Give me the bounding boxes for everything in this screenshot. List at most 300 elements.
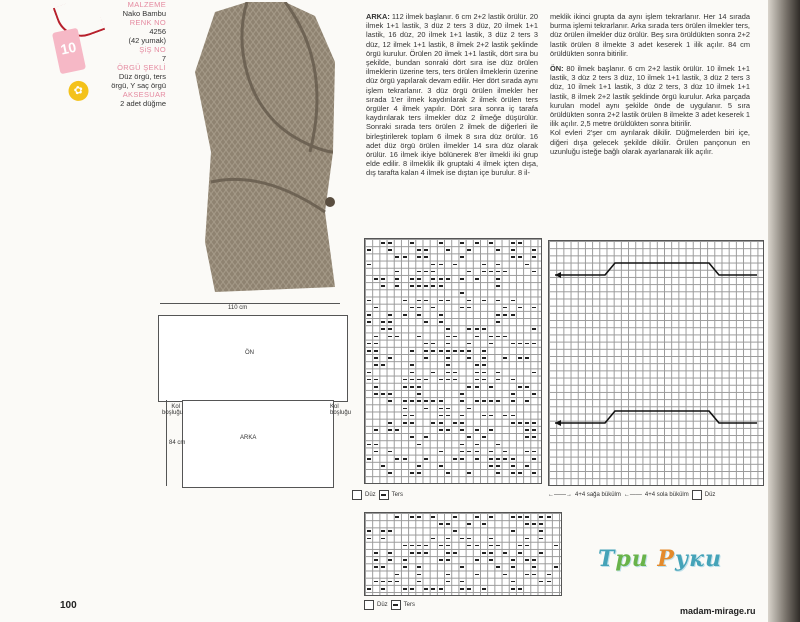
purl-mark <box>453 422 457 424</box>
purl-mark <box>518 256 522 258</box>
purl-mark <box>511 300 515 302</box>
purl-mark <box>417 249 421 251</box>
purl-mark <box>554 545 558 547</box>
purl-mark <box>388 336 392 338</box>
purl-mark <box>525 465 529 467</box>
assembly-body: Kol evleri 2'şer cm ayrılarak dikilir. Düğmelerden biri içe, diğeri dışa gelecek şekilde dikilir. Örülen pançonun en uzunluğu isteğe bağlı olarak ayarlanarak ilik açılır. <box>550 128 750 156</box>
stitch-value-1: Düz örgü, ters <box>118 72 166 81</box>
purl-mark <box>532 343 536 345</box>
purl-mark <box>496 321 500 323</box>
purl-mark <box>395 581 399 583</box>
purl-mark <box>424 321 428 323</box>
purl-mark <box>467 249 471 251</box>
purl-mark <box>446 552 450 554</box>
purl-mark <box>503 307 507 309</box>
chart1-legend: Düz Ters <box>352 490 403 500</box>
purl-mark <box>424 588 428 590</box>
purl-mark <box>410 400 414 402</box>
purl-mark <box>525 545 529 547</box>
purl-mark <box>439 321 443 323</box>
purl-mark <box>475 364 479 366</box>
purl-mark <box>482 552 486 554</box>
purl-mark <box>547 516 551 518</box>
purl-mark <box>439 242 443 244</box>
purl-mark <box>460 292 464 294</box>
purl-mark <box>424 357 428 359</box>
purl-mark <box>503 314 507 316</box>
purl-mark <box>460 307 464 309</box>
purl-mark <box>460 278 464 280</box>
purl-mark <box>446 429 450 431</box>
purl-mark <box>381 285 385 287</box>
purl-mark <box>374 386 378 388</box>
purl-mark <box>395 285 399 287</box>
purl-mark <box>475 372 479 374</box>
purl-mark <box>374 444 378 446</box>
purl-mark <box>367 379 371 381</box>
purl-mark <box>511 465 515 467</box>
purl-mark <box>475 545 479 547</box>
purl-mark <box>518 386 522 388</box>
material-heading: MALZEME <box>127 0 166 9</box>
purl-mark <box>539 523 543 525</box>
purl-mark <box>388 422 392 424</box>
purl-mark <box>475 379 479 381</box>
purl-mark <box>417 285 421 287</box>
purl-mark <box>482 328 486 330</box>
purl-mark <box>467 343 471 345</box>
front-stitch-chart <box>364 512 562 596</box>
purl-mark <box>496 379 500 381</box>
purl-mark <box>525 436 529 438</box>
purl-mark <box>525 429 529 431</box>
purl-mark <box>431 307 435 309</box>
purl-mark <box>496 444 500 446</box>
purl-mark <box>482 357 486 359</box>
materials-list <box>90 0 166 108</box>
purl-mark <box>403 566 407 568</box>
purl-mark <box>489 242 493 244</box>
purl-mark <box>446 278 450 280</box>
purl-mark <box>403 300 407 302</box>
tag-number: 10 <box>59 38 78 58</box>
purl-mark <box>424 285 428 287</box>
back-body-continued: meklik ikinci grupta da aynı işlem tekrarlanır. Her 14 sırada burma işlemi tekrarlanır. Arka sırada ters örülen ilmekler ters, düz örülen ilmekler düz örülür. Beş sıra örüldükten sonra 2+2 lastik örülen 8 ilmekte 3 adet keserek 1 ilik açılır. 84 cm örüldükten sonra bitirilir. <box>550 12 750 58</box>
purl-mark <box>367 249 371 251</box>
purl-mark <box>446 523 450 525</box>
purl-mark <box>381 278 385 280</box>
purl-mark <box>496 336 500 338</box>
purl-mark <box>417 386 421 388</box>
purl-mark <box>367 300 371 302</box>
purl-mark <box>417 444 421 446</box>
purl-mark <box>453 336 457 338</box>
front-instructions <box>550 12 750 156</box>
purl-mark <box>475 336 479 338</box>
purl-mark <box>446 249 450 251</box>
purl-mark <box>482 264 486 266</box>
site-watermark: madam-mirage.ru <box>680 606 756 616</box>
purl-mark <box>511 314 515 316</box>
purl-mark <box>410 278 414 280</box>
purl-mark <box>388 242 392 244</box>
purl-mark <box>431 264 435 266</box>
purl-mark <box>439 300 443 302</box>
purl-mark <box>403 458 407 460</box>
purl-mark <box>424 545 428 547</box>
purl-mark <box>496 285 500 287</box>
purl-mark <box>395 336 399 338</box>
purl-mark <box>453 264 457 266</box>
watermark-logo: Три Руки <box>598 546 723 572</box>
purl-mark <box>403 545 407 547</box>
schematic-armhole-right: Kol boşluğu <box>330 404 352 416</box>
purl-mark <box>482 364 486 366</box>
purl-mark <box>460 400 464 402</box>
purl-mark <box>431 400 435 402</box>
purl-mark <box>410 285 414 287</box>
purl-mark <box>388 393 392 395</box>
purl-mark <box>532 451 536 453</box>
purl-mark <box>388 429 392 431</box>
front-title: ÖN: <box>550 64 564 74</box>
purl-mark <box>446 336 450 338</box>
purl-mark <box>482 350 486 352</box>
purl-mark <box>475 516 479 518</box>
purl-mark <box>381 581 385 583</box>
purl-mark <box>460 538 464 540</box>
purl-mark <box>460 444 464 446</box>
purl-mark <box>511 516 515 518</box>
purl-mark <box>518 516 522 518</box>
purl-mark <box>410 307 414 309</box>
purl-mark <box>467 307 471 309</box>
purl-mark <box>532 523 536 525</box>
purl-mark <box>446 357 450 359</box>
purl-mark <box>395 574 399 576</box>
purl-mark <box>511 393 515 395</box>
needle-value: 7 <box>161 54 166 63</box>
purl-mark <box>410 364 414 366</box>
cable-chart <box>548 240 764 486</box>
purl-mark <box>467 588 471 590</box>
purl-mark <box>446 328 450 330</box>
purl-mark <box>453 379 457 381</box>
purl-mark <box>525 386 529 388</box>
amount-value: (42 yumak) <box>128 36 166 45</box>
purl-mark <box>496 465 500 467</box>
purl-mark <box>511 379 515 381</box>
purl-mark <box>388 328 392 330</box>
purl-mark <box>547 574 551 576</box>
purl-mark <box>496 314 500 316</box>
purl-mark <box>410 350 414 352</box>
purl-mark <box>374 307 378 309</box>
purl-mark <box>489 545 493 547</box>
purl-mark <box>431 278 435 280</box>
purl-mark <box>446 581 450 583</box>
purl-mark <box>374 343 378 345</box>
purl-mark <box>518 552 522 554</box>
purl-mark <box>489 451 493 453</box>
purl-mark <box>489 552 493 554</box>
purl-mark <box>532 429 536 431</box>
purl-mark <box>496 400 500 402</box>
purl-mark <box>424 256 428 258</box>
purl-mark <box>410 545 414 547</box>
purl-mark <box>439 278 443 280</box>
purl-mark <box>388 400 392 402</box>
purl-mark <box>518 422 522 424</box>
purl-mark <box>496 264 500 266</box>
purl-mark <box>424 300 428 302</box>
purl-mark <box>511 472 515 474</box>
stitch-heading: ÖRGÜ ŞEKLİ <box>117 63 166 72</box>
purl-mark <box>395 516 399 518</box>
schematic-width-label: 110 cm <box>228 305 248 311</box>
purl-mark <box>489 516 493 518</box>
purl-mark <box>439 588 443 590</box>
purl-mark <box>374 451 378 453</box>
purl-mark <box>475 278 479 280</box>
purl-mark <box>539 552 543 554</box>
purl-mark <box>482 588 486 590</box>
purl-mark <box>489 271 493 273</box>
purl-mark <box>439 523 443 525</box>
purl-mark <box>446 350 450 352</box>
purl-mark <box>489 429 493 431</box>
purl-mark <box>453 458 457 460</box>
purl-mark <box>388 321 392 323</box>
chart3-legend: ←——→ 4+4 sağa bükülm ←—— 4+4 sola bükülm Düz <box>548 492 716 498</box>
purl-mark <box>374 364 378 366</box>
purl-mark <box>460 458 464 460</box>
purl-mark <box>403 422 407 424</box>
purl-mark <box>431 422 435 424</box>
purl-mark <box>525 400 529 402</box>
purl-mark <box>374 350 378 352</box>
purl-mark <box>417 379 421 381</box>
purl-mark <box>503 357 507 359</box>
back-body: 112 ilmek başlanır. 6 cm 2+2 lastik örülür. 20 ilmek 1+1 lastik, 3 düz 2 ters 3 düz, 20 ilmek 1+1 lastik, 16 düz, 20 ilmek 1+1 lastik, 3 düz 2 ters 3 düz, 12 ilmek 1+1 lastik, 8 ilmek 2+2 lastik şeklinde örgü kurulur. Örülen 20 ilmek 1+1 lastik, dört sıra bu şekilde, bundan sonraki dört sıra ise düz örülen ilmeklerin üzerine ters, ters örülen ilmeklerin üzerine düz örgü yapılarak devam edilir. Her dört sırada aynı işlem tekrarlanır. 3 düz örgü örülen ilmekler her sırada 1'er ilmek kaydırılarak 2 ilmek örülen ters örgüler 4 ilmek yapılır. Dört sıra sonra iç tarafa kaydırılarak ters ilmekler düz 2 ilmeğe düşürülür. Sonraki sırada ters örülen 2 ilmek de diğerleri ile birleştirilerek toplam 6 ilmek 8 sıra düz örülür. 16 adet düz örgü örülen ilmekler 14 sıra düz olarak örülür. 16 ilmek ikiye bölünerek 8'er ilmekli iki grup elde edilir. 8 ilmeklik ilk gruptaki 4 ilmek içten dışa, dış tarafta kalan 4 ilmek ise dıştan içe burulur. 8 il- <box>366 12 538 178</box>
purl-mark <box>446 415 450 417</box>
purl-mark <box>489 559 493 561</box>
purl-mark <box>489 386 493 388</box>
purl-mark <box>525 343 529 345</box>
purl-mark <box>381 321 385 323</box>
schematic-front-label: ÖN <box>245 350 254 356</box>
purl-mark <box>424 400 428 402</box>
purl-mark <box>467 472 471 474</box>
purl-mark <box>374 429 378 431</box>
back-stitch-chart <box>364 238 542 484</box>
schematic-height-label: 84 cm <box>169 440 186 446</box>
cable-crossing-lines <box>549 241 763 485</box>
purl-mark <box>489 458 493 460</box>
purl-mark <box>367 314 371 316</box>
purl-mark <box>532 307 536 309</box>
purl-mark <box>475 559 479 561</box>
purl-mark <box>403 415 407 417</box>
purl-mark <box>518 343 522 345</box>
purl-mark <box>388 581 392 583</box>
purl-mark <box>388 314 392 316</box>
purl-mark <box>410 472 414 474</box>
purl-mark <box>547 581 551 583</box>
purl-mark <box>525 451 529 453</box>
purl-mark <box>439 451 443 453</box>
purl-mark <box>511 566 515 568</box>
purl-mark <box>367 588 371 590</box>
purl-mark <box>395 429 399 431</box>
purl-mark <box>518 307 522 309</box>
purl-mark <box>410 422 414 424</box>
purl-mark <box>417 552 421 554</box>
purl-mark <box>424 552 428 554</box>
purl-mark <box>395 271 399 273</box>
purl-mark <box>496 278 500 280</box>
purl-mark <box>511 256 515 258</box>
purl-stitch-icon <box>379 490 389 500</box>
purl-mark <box>460 566 464 568</box>
purl-mark <box>539 538 543 540</box>
purl-mark <box>503 451 507 453</box>
purl-mark <box>381 328 385 330</box>
purl-mark <box>410 415 414 417</box>
purl-mark <box>453 552 457 554</box>
purl-mark <box>532 422 536 424</box>
purl-mark <box>525 538 529 540</box>
purl-mark <box>367 264 371 266</box>
back-instructions <box>366 12 538 178</box>
purl-mark <box>446 408 450 410</box>
purl-mark <box>489 400 493 402</box>
purl-mark <box>417 256 421 258</box>
purl-mark <box>410 552 414 554</box>
purl-mark <box>367 458 371 460</box>
difficulty-badge-icon: ✿ <box>67 79 91 103</box>
purl-mark <box>453 516 457 518</box>
purl-mark <box>431 343 435 345</box>
needle-heading: ŞiŞ NO <box>139 45 166 54</box>
purl-mark <box>503 415 507 417</box>
purl-mark <box>518 357 522 359</box>
purl-mark <box>431 588 435 590</box>
purl-mark <box>475 400 479 402</box>
purl-mark <box>403 559 407 561</box>
purl-mark <box>439 422 443 424</box>
purl-mark <box>467 538 471 540</box>
purl-mark <box>403 314 407 316</box>
purl-mark <box>489 538 493 540</box>
purl-mark <box>410 372 414 374</box>
purl-mark <box>431 285 435 287</box>
purl-mark <box>467 408 471 410</box>
purl-mark <box>367 321 371 323</box>
purl-mark <box>374 379 378 381</box>
plain-stitch-icon <box>352 490 362 500</box>
purl-mark <box>388 559 392 561</box>
purl-mark <box>482 271 486 273</box>
purl-mark <box>403 386 407 388</box>
purl-mark <box>388 552 392 554</box>
purl-mark <box>417 307 421 309</box>
purl-mark <box>424 408 428 410</box>
purl-mark <box>446 559 450 561</box>
purl-mark <box>460 350 464 352</box>
purl-mark <box>496 249 500 251</box>
purl-mark <box>532 436 536 438</box>
page-gutter <box>768 0 800 622</box>
garment-schematic <box>140 300 350 500</box>
purl-mark <box>446 379 450 381</box>
purl-mark <box>424 436 428 438</box>
purl-mark <box>460 581 464 583</box>
purl-mark <box>417 472 421 474</box>
purl-mark <box>367 350 371 352</box>
purl-mark <box>381 530 385 532</box>
purl-mark <box>388 451 392 453</box>
purl-mark <box>367 372 371 374</box>
purl-mark <box>503 458 507 460</box>
cable-right-icon: ←——→ <box>548 492 572 498</box>
purl-mark <box>367 538 371 540</box>
purl-mark <box>467 436 471 438</box>
purl-mark <box>460 429 464 431</box>
purl-mark <box>503 336 507 338</box>
purl-mark <box>525 574 529 576</box>
purl-mark <box>467 300 471 302</box>
purl-mark <box>475 328 479 330</box>
purl-mark <box>496 300 500 302</box>
purl-mark <box>367 530 371 532</box>
purl-mark <box>496 545 500 547</box>
purl-mark <box>518 545 522 547</box>
page-number: 100 <box>60 600 77 611</box>
purl-mark <box>431 372 435 374</box>
purl-mark <box>417 393 421 395</box>
purl-mark <box>446 574 450 576</box>
purl-mark <box>424 350 428 352</box>
purl-mark <box>374 278 378 280</box>
purl-mark <box>381 588 385 590</box>
cable-left-icon: ←—— <box>623 492 642 498</box>
purl-mark <box>503 552 507 554</box>
purl-mark <box>439 465 443 467</box>
purl-mark <box>460 393 464 395</box>
purl-stitch-icon-2 <box>391 600 401 610</box>
purl-mark <box>431 538 435 540</box>
purl-mark <box>518 242 522 244</box>
purl-mark <box>467 545 471 547</box>
purl-mark <box>467 386 471 388</box>
purl-mark <box>460 422 464 424</box>
purl-mark <box>374 581 378 583</box>
purl-mark <box>482 300 486 302</box>
purl-mark <box>388 530 392 532</box>
purl-mark <box>525 523 529 525</box>
purl-mark <box>446 545 450 547</box>
purl-mark <box>518 472 522 474</box>
purl-mark <box>532 256 536 258</box>
purl-mark <box>431 271 435 273</box>
purl-mark <box>446 300 450 302</box>
purl-mark <box>496 472 500 474</box>
back-title: ARKA: <box>366 12 390 21</box>
purl-mark <box>381 566 385 568</box>
purl-mark <box>424 379 428 381</box>
purl-mark <box>439 350 443 352</box>
